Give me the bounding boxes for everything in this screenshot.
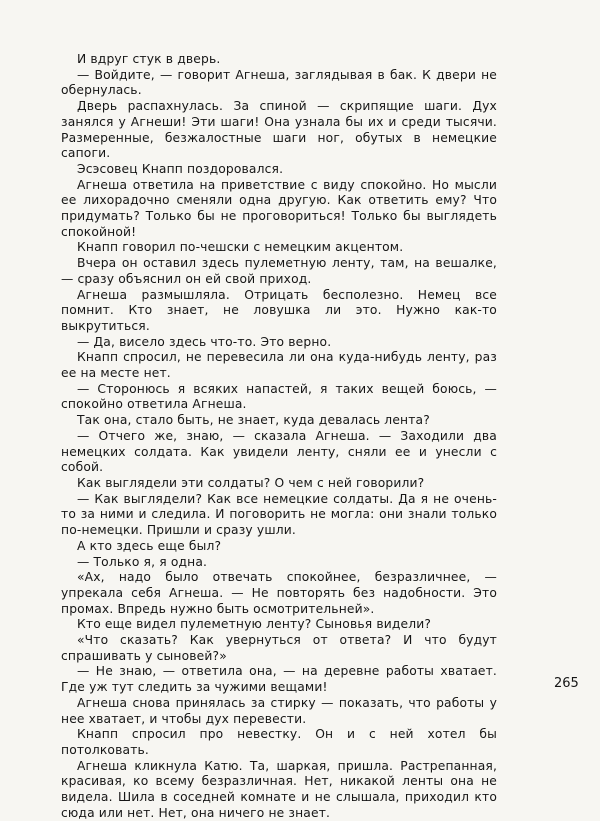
- paragraph: Агнеша размышляла. Отрицать бесполезно. Немец все помнит. Кто знает, не ловушка ли это. Нужно как-то выкрутиться.: [61, 287, 497, 333]
- paragraph: Как выглядели эти солдаты? О чем с ней говорили?: [77, 475, 425, 490]
- page-number: 265: [554, 676, 579, 691]
- paragraph: Вчера он оставил здесь пулеметную ленту, там, на вешалке, — сразу объяснил он ей свой приход.: [61, 256, 497, 286]
- paragraph: — Да, висело здесь что-то. Это верно.: [77, 334, 332, 349]
- paragraph: Эсэсовец Кнапп поздоровался.: [77, 161, 284, 176]
- paragraph: Кнапп спросил про невестку. Он и с ней хотел бы потолковать.: [61, 727, 497, 757]
- paragraph: Так она, стало быть, не знает, куда девалась лента?: [77, 413, 430, 428]
- paragraph: — Не знаю, — ответила она, — на деревне работы хватает. Где уж тут следить за чужими вещами!: [61, 664, 497, 695]
- body-text: [61, 52, 497, 821]
- paragraph: «Что сказать? Как увернуться от ответа? И что будут спрашивать у сыновей?»: [61, 633, 497, 663]
- paragraph: — Как выглядели? Как все немецкие солдаты. Да я не очень-то за ними и следила. И поговорить не могла: они знали только по-немецки. Пришли и сразу ушли.: [61, 491, 497, 538]
- paragraph: — Войдите, — говорит Агнеша, заглядывая в бак. К двери не обернулась.: [61, 67, 497, 98]
- paragraph: — Только я, я одна.: [77, 554, 208, 569]
- paragraph: А кто здесь еще был?: [77, 538, 222, 553]
- paragraph: Дверь распахнулась. За спиной — скрипящие шаги. Дух занялся у Агнеши! Эти шаги! Она узнала бы их и среди тысячи. Размеренные, безжалостные шаги ног, обутых в немецкие сапоги.: [61, 99, 497, 161]
- paragraph: И вдруг стук в дверь.: [77, 52, 221, 66]
- paragraph: Агнеша снова принялась за стирку — показать, что работы у нее хватает, и чтобы дух перевести.: [61, 695, 497, 726]
- paragraph: Кто еще видел пулеметную ленту? Сыновья видели?: [77, 617, 432, 632]
- paragraph: Кнапп спросил, не перевесила ли она куда-нибудь ленту, раз ее на месте нет.: [61, 350, 497, 381]
- paragraph: «Ах, надо было отвечать спокойнее, безразличнее, — упрекала себя Агнеша. — Не повторять без надобности. Это промах. Впредь нужно быть осмотрительней».: [61, 570, 497, 616]
- paragraph: Агнеша ответила на приветствие с виду спокойно. Но мысли ее лихорадочно сменяли одна другую. Как ответить ему? Что придумать? Только бы не проговориться! Только бы выглядеть спокойной!: [61, 177, 497, 239]
- paragraph: — Отчего же, знаю, — сказала Агнеша. — Заходили два немецких солдата. Как увидели ленту, сняли ее и унесли с собой.: [61, 428, 497, 475]
- paragraph: — Сторонюсь я всяких напастей, я таких вещей боюсь, — спокойно ответила Агнеша.: [61, 381, 497, 412]
- paragraph: Кнапп говорил по-чешски с немецким акцентом.: [77, 240, 404, 255]
- paragraph: Агнеша кликнула Катю. Та, шаркая, пришла. Растрепанная, красивая, ко всему безразличная. Нет, никакой ленты она не видела. Шила в соседней комнате и не слышала, приходил кто сюда или нет. Нет, она ничего не знает.: [61, 758, 497, 820]
